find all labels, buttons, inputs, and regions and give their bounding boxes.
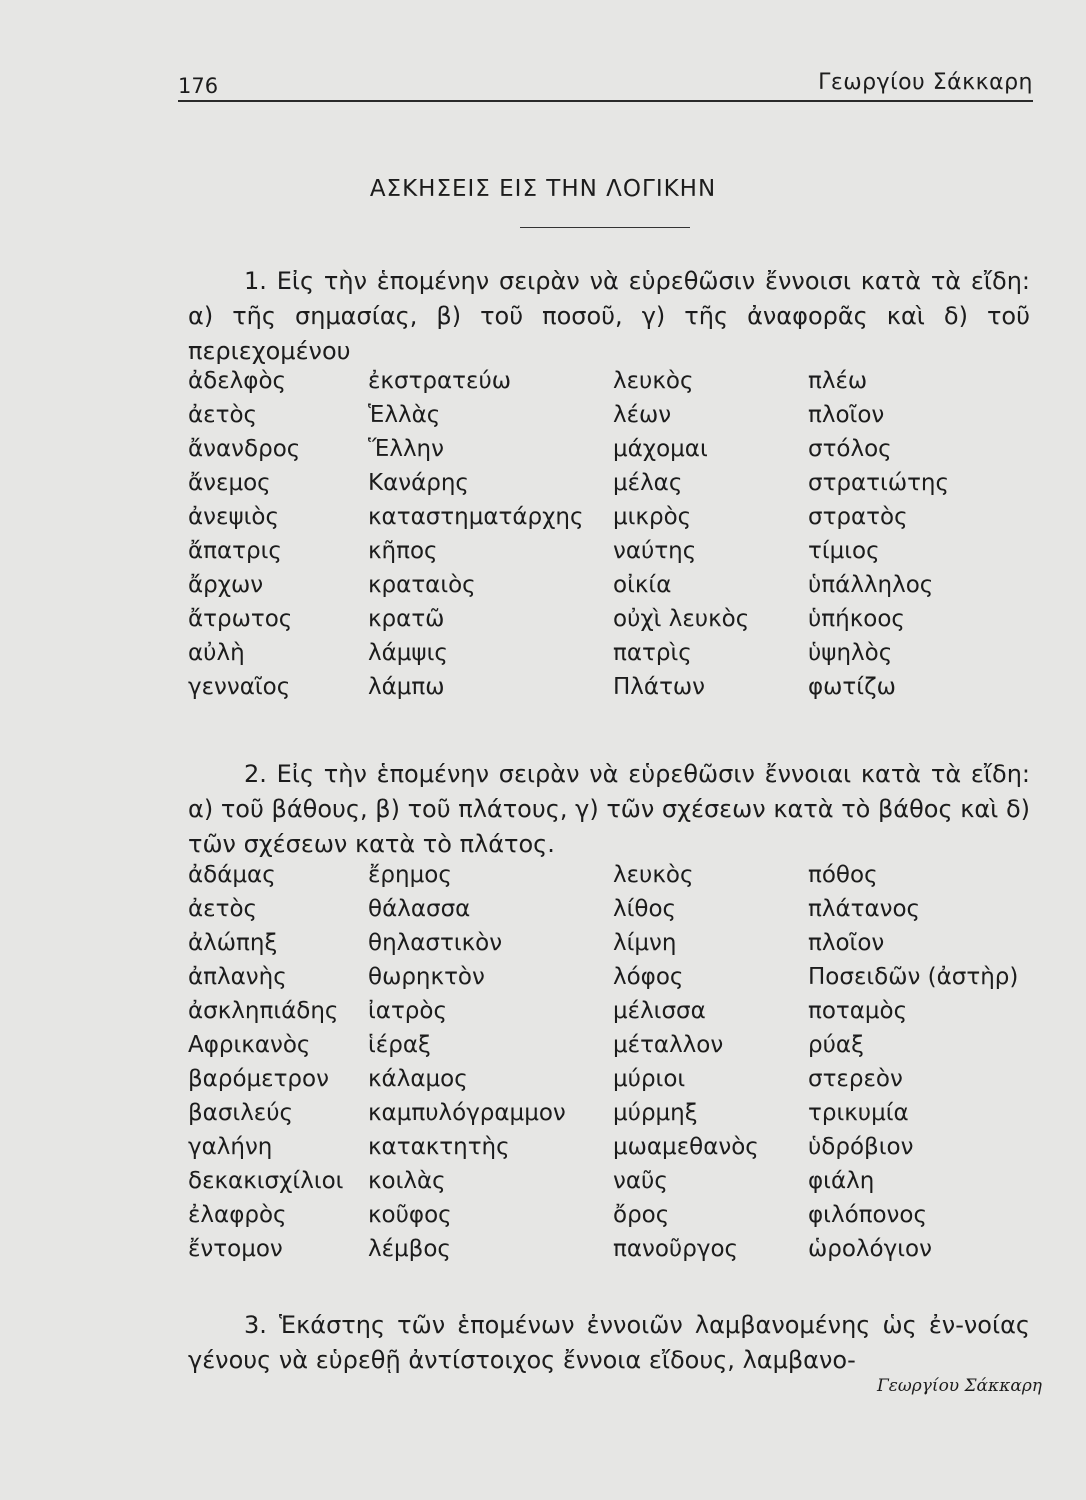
word-row [188,1134,1028,1168]
running-head: Γεωργίου Σάκκαρη [818,70,1033,95]
word-cell: λευκὸς [613,368,694,394]
word-cell: λίθος [613,896,677,922]
word-row [188,402,1028,436]
word-row [188,436,1028,470]
word-cell: μύριοι [613,1066,686,1092]
word-cell: ἀδάμας [188,862,276,888]
word-cell: λίμνη [613,930,677,956]
word-row [188,470,1028,504]
word-cell: στερεὸν [808,1066,903,1092]
word-cell: κατακτητὴς [368,1134,510,1160]
section-title: ΑΣΚΗΣΕΙΣ ΕΙΣ ΤΗΝ ΛΟΓΙΚΗΝ [369,176,717,202]
word-cell: ὑδρόβιον [808,1134,914,1160]
word-cell: κρατῶ [368,606,445,632]
word-cell: Πλάτων [613,674,706,700]
word-cell: Ποσειδῶν (ἀστὴρ) [808,964,1019,990]
word-cell: μύρμηξ [613,1100,698,1126]
word-cell: θάλασσα [368,896,471,922]
word-row [188,896,1028,930]
word-cell: μέλας [613,470,683,496]
title-divider [520,227,690,228]
word-cell: κάλαμος [368,1066,468,1092]
word-cell: φιάλη [808,1168,875,1194]
word-cell: πλοῖον [808,930,885,956]
word-cell: ἀλώπηξ [188,930,278,956]
word-cell: καταστηματάρχης [368,504,584,530]
word-cell: Ἑλλὰς [368,402,441,428]
word-cell: οἰκία [613,572,672,598]
word-row [188,504,1028,538]
word-cell: οὐχὶ λευκὸς [613,606,750,632]
word-cell: λέων [613,402,672,428]
word-cell: ἀνεψιὸς [188,504,279,530]
word-cell: ἀετὸς [188,402,258,428]
word-cell: πόθος [808,862,878,888]
word-row [188,1100,1028,1134]
word-cell: ἄρχων [188,572,264,598]
word-row [188,674,1028,708]
word-cell: λόφος [613,964,684,990]
word-cell: ὑπάλληλος [808,572,934,598]
exercise-2-word-list [188,862,1028,1270]
word-cell: θωρηκτὸν [368,964,485,990]
word-cell: μάχομαι [613,436,708,462]
word-cell: ὑψηλὸς [808,640,893,666]
word-cell: ἀπλανὴς [188,964,287,990]
word-cell: λάμψις [368,640,448,666]
word-cell: πλέω [808,368,868,394]
word-cell: βασιλεύς [188,1100,294,1126]
word-cell: λευκὸς [613,862,694,888]
word-cell: ἐκστρατεύω [368,368,512,394]
word-cell: ποταμὸς [808,998,908,1024]
word-cell: πλάτανος [808,896,921,922]
word-row [188,1066,1028,1100]
word-row [188,606,1028,640]
word-cell: γενναῖος [188,674,291,700]
word-cell: ἱέραξ [368,1032,431,1058]
word-cell: ἄνεμος [188,470,271,496]
word-cell: κῆπος [368,538,438,564]
word-row [188,368,1028,402]
word-cell: μέταλλον [613,1032,724,1058]
word-cell: γαλήνη [188,1134,273,1160]
word-cell: ἀσκληπιάδης [188,998,339,1024]
word-cell: στόλος [808,436,892,462]
exercise-1-word-list [188,368,1028,708]
word-cell: καμπυλόγραμμον [368,1100,566,1126]
exercise-3-text: 3. Ἑκάστης τῶν ἑπομένων ἐννοιῶν λαμβανομένης ὡς ἐν-νοίας γένους νὰ εὑρεθῇ ἀντίστοιχος ἔννοια εἴδους, λαμβανο- [188,1311,1030,1374]
word-row [188,930,1028,964]
word-row [188,1032,1028,1066]
word-row [188,998,1028,1032]
word-cell: Αφρικανὸς [188,1032,311,1058]
word-row [188,862,1028,896]
word-row [188,1236,1028,1270]
word-cell: ναῦς [613,1168,668,1194]
word-row [188,964,1028,998]
exercise-1-text: 1. Εἰς τὴν ἑπομένην σειρὰν νὰ εὑρεθῶσιν ἔννοισι κατὰ τὰ εἴδη: α) τῆς σημασίας, β) τοῦ ποσοῦ, γ) τῆς ἀναφορᾶς καὶ δ) τοῦ περιεχομένου [188,267,1030,365]
word-cell: λέμβος [368,1236,451,1262]
word-cell: κραταιὸς [368,572,476,598]
word-cell: κοῦφος [368,1202,452,1228]
word-cell: ὄρος [613,1202,670,1228]
word-row [188,1202,1028,1236]
page-number: 176 [178,74,219,98]
word-cell: φωτίζω [808,674,896,700]
word-cell: ὡρολόγιον [808,1236,932,1262]
word-cell: κοιλὰς [368,1168,446,1194]
word-cell: ὑπήκοος [808,606,905,632]
word-cell: φιλόπονος [808,1202,927,1228]
word-cell: ἄπατρις [188,538,282,564]
word-cell: ἄτρωτος [188,606,293,632]
word-cell: ἔντομον [188,1236,283,1262]
word-cell: Ἕλλην [368,436,444,462]
word-cell: λάμπω [368,674,445,700]
word-cell: ἰατρὸς [368,998,447,1024]
page-header [178,60,1033,102]
word-cell: δεκακισχίλιοι [188,1168,344,1194]
word-cell: αὐλὴ [188,640,245,666]
word-cell: ἐλαφρὸς [188,1202,287,1228]
word-cell: θηλαστικὸν [368,930,503,956]
word-row [188,572,1028,606]
word-cell: πλοῖον [808,402,885,428]
word-cell: τρικυμία [808,1100,909,1126]
word-cell: μωαμεθανὸς [613,1134,759,1160]
word-cell: Κανάρης [368,470,469,496]
word-cell: ἀετὸς [188,896,258,922]
word-cell: βαρόμετρον [188,1066,329,1092]
word-row [188,538,1028,572]
word-cell: πανοῦργος [613,1236,739,1262]
word-cell: ναύτης [613,538,697,564]
word-cell: πατρὶς [613,640,692,666]
word-cell: ἄνανδρος [188,436,301,462]
exercise-2-text: 2. Εἰς τὴν ἑπομένην σειρὰν νὰ εὑρεθῶσιν ἔννοιαι κατὰ τὰ εἴδη: α) τοῦ βάθους, β) τοῦ πλάτους, γ) τῶν σχέσεων κατὰ τὸ βάθος καὶ δ) τῶν σχέσεων κατὰ τὸ πλάτος. [188,760,1030,858]
word-row [188,640,1028,674]
word-cell: στρατὸς [808,504,908,530]
word-cell: μέλισσα [613,998,706,1024]
footer-signature: Γεωργίου Σάκκαρη [876,1376,1042,1396]
word-cell: μικρὸς [613,504,692,530]
word-cell: στρατιώτης [808,470,949,496]
word-cell: ἔρημος [368,862,452,888]
word-row [188,1168,1028,1202]
word-cell: τίμιος [808,538,880,564]
word-cell: ρύαξ [808,1032,864,1058]
word-cell: ἀδελφὸς [188,368,287,394]
